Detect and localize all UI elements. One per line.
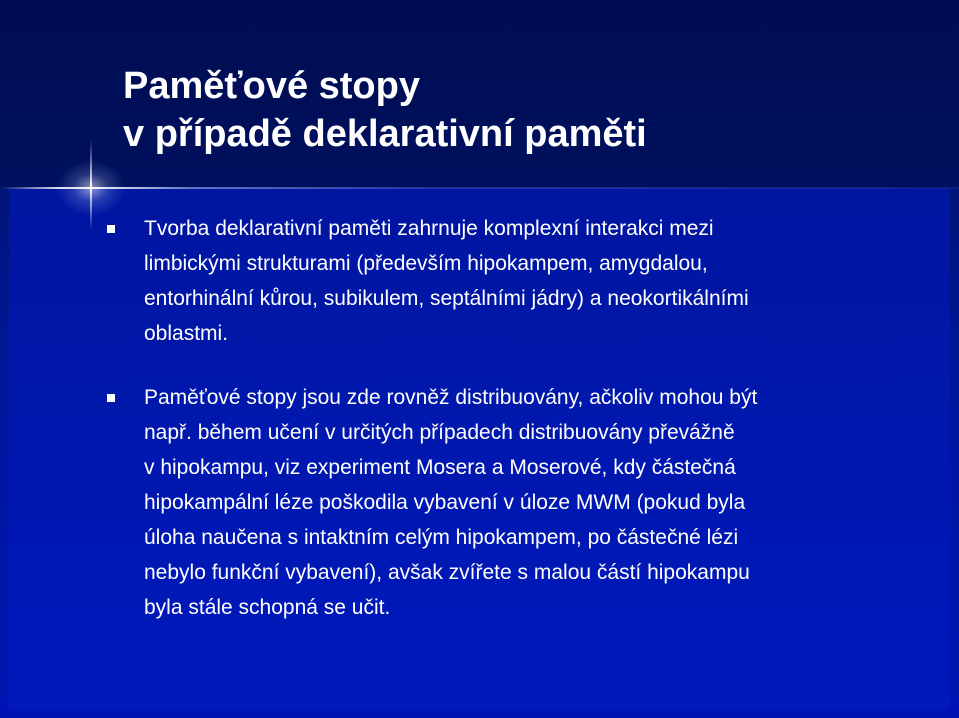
bullet-2-line-6: nebylo funkční vybavení), avšak zvířete s malou částí hipokampu	[144, 561, 750, 584]
slide-title-line-1: Paměťové stopy	[123, 65, 420, 107]
slide-title	[123, 62, 647, 158]
square-bullet-icon	[107, 394, 115, 402]
bullet-2-line-5: úloha naučena s intaktním celým hipokampem, po částečné lézi	[144, 526, 739, 549]
bullet-item-1	[107, 211, 927, 351]
bullet-1-line-2: limbickými strukturami (především hipokampem, amygdalou,	[144, 252, 708, 275]
slide-title-line-2: v případě deklarativní paměti	[123, 113, 647, 155]
bullet-1-line-4: oblastmi.	[144, 322, 229, 345]
bullet-list	[107, 211, 927, 625]
bullet-1-line-1: Tvorba deklarativní paměti zahrnuje komplexní interakci mezi	[144, 217, 714, 240]
bullet-2-line-3: v hipokampu, viz experiment Mosera a Moserové, kdy částečná	[144, 456, 736, 479]
bullet-2-line-1: Paměťové stopy jsou zde rovněž distribuovány, ačkoliv mohou být	[144, 386, 758, 409]
light-flare-icon	[0, 187, 959, 189]
bullet-1-line-3: entorhinální kůrou, subikulem, septálními jádry) a neokortikálními	[144, 287, 749, 310]
square-bullet-icon	[107, 225, 115, 233]
bullet-item-2	[107, 380, 927, 625]
light-flare-glow	[56, 160, 126, 216]
bullet-2-line-7: byla stále schopná se učit.	[144, 596, 391, 619]
bullet-2-line-4: hipokampální léze poškodila vybavení v úloze MWM (pokud byla	[144, 491, 746, 514]
bullet-2-line-2: např. během učení v určitých případech distribuovány převážně	[144, 421, 735, 444]
